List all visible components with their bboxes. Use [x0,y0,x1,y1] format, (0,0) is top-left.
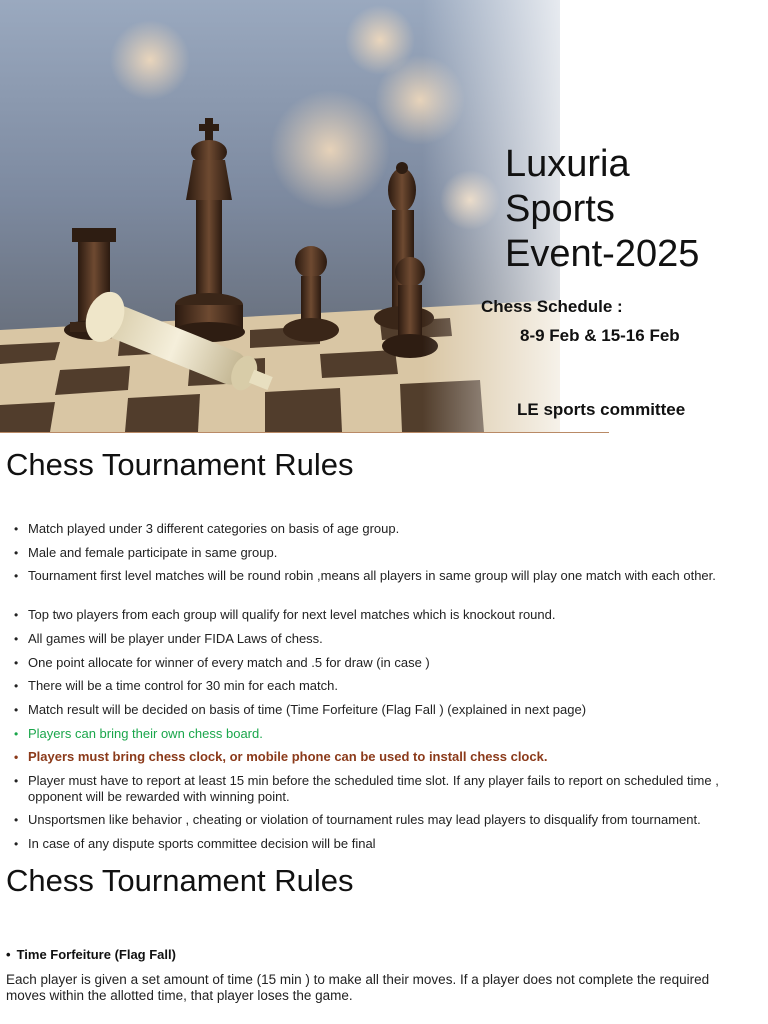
rule-item: • There will be a time control for 30 min for each match. [28,678,763,694]
rule-item: • Male and female participate in same group. [28,545,763,561]
rule-item-bold: • Players must bring chess clock, or mobile phone can be used to install chess clock. [28,749,763,765]
bullet-icon: • [6,947,11,962]
time-forfeiture-title: Time Forfeiture (Flag Fall) [16,947,176,962]
rule-item: • One point allocate for winner of every match and .5 for draw (in case ) [28,655,763,671]
time-forfeiture-body: Each player is given a set amount of time (15 min ) to make all their moves. If a player does not complete the required moves within the allotted time, that player loses the game. [6,972,710,1003]
committee-name: LE sports committee [517,400,686,419]
event-title-line: Luxuria [505,143,630,185]
rule-item: • Match played under 3 different categories on basis of age group. [28,521,763,537]
rule-item: • Top two players from each group will qualify for next level matches which is knockout round. [28,607,763,623]
rule-item: • All games will be player under FIDA Laws of chess. [28,631,763,647]
rule-item: • In case of any dispute sports committee decision will be final [28,836,763,852]
schedule-dates: 8-9 Feb & 15-16 Feb [520,326,680,345]
hero-divider [0,432,609,433]
rules-heading-2: Chess Tournament Rules [6,863,354,898]
rule-item: • Unsportsmen like behavior , cheating or violation of tournament rules may lead players to disqualify from tournament. [28,812,763,828]
rule-item-green: • Players can bring their own chess board. [28,726,763,742]
event-title-line: Sports [505,188,615,230]
schedule-label: Chess Schedule : [481,297,623,316]
event-title-line: Event-2025 [505,233,700,275]
rules-heading: Chess Tournament Rules [6,447,354,482]
rule-item: • Player must have to report at least 15 min before the scheduled time slot. If any player fails to report on scheduled time , opponent will be rewarded with winning point. [28,773,763,805]
rule-item: • Tournament first level matches will be round robin ,means all players in same group will play one match with each other. [28,568,763,584]
time-forfeiture-heading [6,947,176,962]
event-title [505,142,699,277]
rule-item: • Match result will be decided on basis of time (Time Forfeiture (Flag Fall ) (explained in next page) [28,702,763,718]
